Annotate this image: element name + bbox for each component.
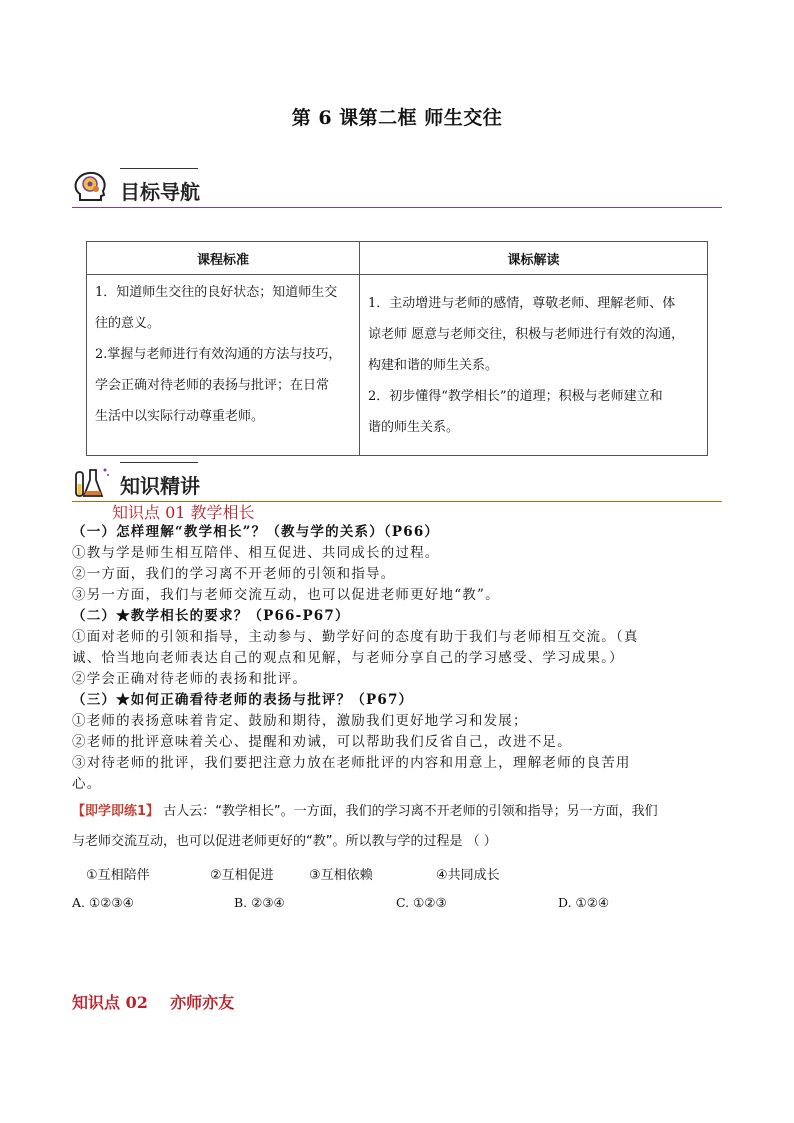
list-item: ②学会正确对待老师的表扬和批评。 xyxy=(72,671,308,687)
header-standard-interpretation: 课标解读 xyxy=(360,242,708,275)
table-header-row xyxy=(87,242,708,275)
interpretation-line: 1．主动增进与老师的感情，尊敬老师、理解老师、体 xyxy=(368,295,676,311)
section-heading: 知识精讲 xyxy=(120,474,200,498)
list-item: ③另一方面，我们与老师交流互动，也可以促进老师更好地“教”。 xyxy=(72,587,500,603)
standard-line: 2.掌握与老师进行有效沟通的方法与技巧， xyxy=(95,347,342,362)
exercise-stem-line: 古人云：“教学相长”。一方面，我们的学习离不开老师的引领和指导；另一方面，我们 xyxy=(163,804,658,819)
interpretation-line: 2．初步懂得“教学相长”的道理；积极与老师建立和 xyxy=(368,388,663,404)
exercise-item: ④共同成长 xyxy=(436,868,500,883)
header-top-line xyxy=(120,462,198,463)
list-item: 诚、恰当地向老师表达自己的观点和见解，与老师分享自己的学习感受、学习成果。） xyxy=(72,650,624,666)
section-rule xyxy=(72,207,722,209)
list-item: 心。 xyxy=(72,776,102,792)
section-heading: 目标导航 xyxy=(120,180,200,204)
table-row xyxy=(87,275,708,456)
option-d[interactable]: D. ①②④ xyxy=(558,895,610,910)
exercise-tag: 【即学即练1】 xyxy=(72,804,160,819)
header-top-line xyxy=(120,168,198,169)
exercise-item: ③互相依赖 xyxy=(309,868,373,883)
lab-flask-icon xyxy=(72,464,112,500)
interpretation-line: 谐的师生关系。 xyxy=(368,419,460,435)
standard-line: 学会正确对待老师的表扬与批评；在日常 xyxy=(95,378,330,393)
option-c[interactable]: C. ①②③ xyxy=(396,895,447,910)
page-title: 第 6 课第二框 师生交往 xyxy=(291,107,503,129)
knowledge-point-title: 知识点 02 亦师亦友 xyxy=(72,993,235,1012)
list-item: ①面对老师的引领和指导，主动参与、勤学好问的态度有助于我们与老师相互交流。（真 xyxy=(72,629,639,645)
standard-line: 生活中以实际行动尊重老师。 xyxy=(95,409,265,424)
section-header-knowledge xyxy=(72,462,722,502)
interpretation-line: 构建和谐的师生关系。 xyxy=(368,357,499,373)
list-item: ①教与学是师生相互陪伴、相互促进、共同成长的过程。 xyxy=(72,545,440,561)
option-b[interactable]: B. ②③④ xyxy=(234,895,285,910)
header-curriculum-standard: 课程标准 xyxy=(87,242,360,275)
exercise-item: ①互相陪伴 xyxy=(86,868,150,883)
option-a[interactable]: A. ①②③④ xyxy=(72,895,134,910)
list-item: ①老师的表扬意味着肯定、鼓励和期待，激励我们更好地学习和发展； xyxy=(72,713,528,729)
standard-cell xyxy=(87,275,360,456)
list-item: ②老师的批评意味着关心、提醒和劝诫，可以帮助我们反省自己，改进不足。 xyxy=(72,734,572,750)
list-item: ③对待老师的批评，我们要把注意力放在老师批评的内容和用意上，理解老师的良苦用 xyxy=(72,755,631,771)
list-item: ②一方面，我们的学习离不开老师的引领和指导。 xyxy=(72,566,396,582)
question-heading: （一）怎样理解“教学相长”？（教与学的关系）（P66） xyxy=(72,524,440,540)
exercise-stem xyxy=(72,800,658,819)
knowledge-point-title: 知识点 01 教学相长 xyxy=(112,503,255,522)
interpretation-cell xyxy=(360,275,708,456)
question-heading: （二）★教学相长的要求？（P66-P67） xyxy=(72,608,350,624)
exercise-stem-line: 与老师交流互动，也可以促进老师更好的“教”。所以教与学的过程是 （ ） xyxy=(72,834,497,849)
brain-gears-icon xyxy=(72,170,112,206)
standards-table xyxy=(86,241,708,456)
section-header-goals xyxy=(72,168,722,208)
standard-line: 1．知道师生交往的良好状态；知道师生交 xyxy=(95,285,338,300)
exercise-item: ②互相促进 xyxy=(210,868,274,883)
standard-line: 往的意义。 xyxy=(95,316,161,331)
interpretation-line: 谅老师 愿意与老师交往，积极与老师进行有效的沟通， xyxy=(368,326,685,342)
question-heading: （三）★如何正确看待老师的表扬与批评？（P67） xyxy=(72,692,414,708)
